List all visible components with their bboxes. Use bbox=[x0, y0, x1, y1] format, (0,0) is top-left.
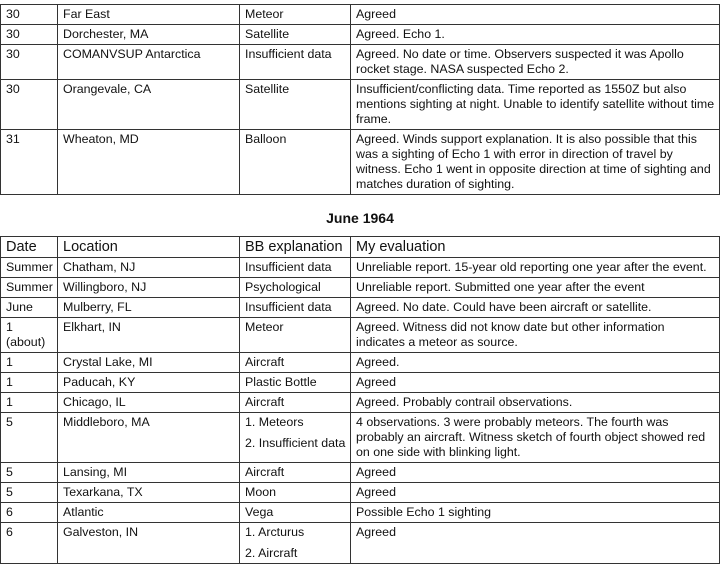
previous-month-table bbox=[0, 4, 720, 195]
location-cell: Paducah, KY bbox=[58, 373, 240, 393]
bb-explanation-item: 1. Meteors bbox=[245, 415, 304, 429]
evaluation-cell: Unreliable report. 15-year old reporting one year after the event. bbox=[351, 258, 720, 278]
bb-explanation-cell: Aircraft bbox=[240, 353, 351, 373]
evaluation-cell: Agreed. bbox=[351, 353, 720, 373]
evaluation-cell: Possible Echo 1 sighting bbox=[351, 503, 720, 523]
date-cell: 31 bbox=[1, 130, 58, 195]
location-header: Location bbox=[58, 237, 240, 258]
location-cell: Galveston, IN bbox=[58, 523, 240, 564]
evaluation-cell: Agreed bbox=[351, 5, 720, 25]
june-1964-table bbox=[0, 236, 720, 564]
location-cell: Orangevale, CA bbox=[58, 80, 240, 130]
date-cell: 1 bbox=[1, 393, 58, 413]
bb-explanation-cell: Plastic Bottle bbox=[240, 373, 351, 393]
table-row bbox=[1, 523, 720, 564]
location-cell: Elkhart, IN bbox=[58, 318, 240, 353]
date-cell: 30 bbox=[1, 45, 58, 80]
table-row bbox=[1, 413, 720, 463]
evaluation-cell: Agreed bbox=[351, 523, 720, 564]
date-cell: 6 bbox=[1, 523, 58, 564]
date-cell: 1 bbox=[1, 373, 58, 393]
location-cell: Far East bbox=[58, 5, 240, 25]
table-row bbox=[1, 130, 720, 195]
bb-explanation-cell bbox=[240, 413, 351, 463]
evaluation-cell: Agreed. Echo 1. bbox=[351, 25, 720, 45]
location-cell: Chatham, NJ bbox=[58, 258, 240, 278]
bb-explanation-cell: Psychological bbox=[240, 278, 351, 298]
evaluation-header: My evaluation bbox=[351, 237, 720, 258]
table-row bbox=[1, 503, 720, 523]
location-cell: Chicago, IL bbox=[58, 393, 240, 413]
evaluation-cell: Agreed bbox=[351, 463, 720, 483]
bb-explanation-header: BB explanation bbox=[240, 237, 351, 258]
location-cell: Willingboro, NJ bbox=[58, 278, 240, 298]
evaluation-cell: Agreed. Probably contrail observations. bbox=[351, 393, 720, 413]
evaluation-cell: Unreliable report. Submitted one year after the event bbox=[351, 278, 720, 298]
evaluation-cell: Agreed. Winds support explanation. It is also possible that this was a sighting of Echo 1 with error in direction of travel by witness. Echo 1 went in opposite direction at time of sighting and matches duration of sighting. bbox=[351, 130, 720, 195]
evaluation-cell: Agreed. No date. Could have been aircraft or satellite. bbox=[351, 298, 720, 318]
bb-explanation-item: 2. Aircraft bbox=[245, 546, 298, 560]
header-row bbox=[1, 237, 720, 258]
table-row bbox=[1, 45, 720, 80]
table-row bbox=[1, 353, 720, 373]
location-cell: Middleboro, MA bbox=[58, 413, 240, 463]
evaluation-cell: 4 observations. 3 were probably meteors. The fourth was probably an aircraft. Witness sketch of fourth object showed red on one side with blinking light. bbox=[351, 413, 720, 463]
bb-explanation-cell: Meteor bbox=[240, 5, 351, 25]
date-cell: Summer bbox=[1, 258, 58, 278]
date-cell: 30 bbox=[1, 80, 58, 130]
bb-explanation-cell: Vega bbox=[240, 503, 351, 523]
bb-explanation-cell: Balloon bbox=[240, 130, 351, 195]
table-row bbox=[1, 25, 720, 45]
table-row bbox=[1, 258, 720, 278]
date-cell: 5 bbox=[1, 463, 58, 483]
evaluation-cell: Agreed. No date or time. Observers suspected it was Apollo rocket stage. NASA suspected Echo 2. bbox=[351, 45, 720, 80]
date-cell: 5 bbox=[1, 413, 58, 463]
bb-explanation-cell: Aircraft bbox=[240, 393, 351, 413]
table-row bbox=[1, 278, 720, 298]
evaluation-cell: Agreed bbox=[351, 373, 720, 393]
date-cell: 30 bbox=[1, 5, 58, 25]
table-row bbox=[1, 463, 720, 483]
location-cell: Atlantic bbox=[58, 503, 240, 523]
bb-explanation-item: 1. Arcturus bbox=[245, 525, 305, 539]
location-cell: Crystal Lake, MI bbox=[58, 353, 240, 373]
date-header: Date bbox=[1, 237, 58, 258]
date-cell: 5 bbox=[1, 483, 58, 503]
bb-explanation-cell: Meteor bbox=[240, 318, 351, 353]
table-row bbox=[1, 298, 720, 318]
location-cell: Mulberry, FL bbox=[58, 298, 240, 318]
bb-explanation-cell: Satellite bbox=[240, 80, 351, 130]
evaluation-cell: Insufficient/conflicting data. Time reported as 1550Z but also mentions sighting at night. Unable to identify satellite without time frame. bbox=[351, 80, 720, 130]
date-cell: 6 bbox=[1, 503, 58, 523]
date-cell: 30 bbox=[1, 25, 58, 45]
location-cell: Dorchester, MA bbox=[58, 25, 240, 45]
bb-explanation-cell: Insufficient data bbox=[240, 45, 351, 80]
table-row bbox=[1, 373, 720, 393]
date-cell: 1 (about) bbox=[1, 318, 58, 353]
date-cell: June bbox=[1, 298, 58, 318]
table-row bbox=[1, 80, 720, 130]
date-cell: Summer bbox=[1, 278, 58, 298]
date-cell: 1 bbox=[1, 353, 58, 373]
location-cell: COMANVSUP Antarctica bbox=[58, 45, 240, 80]
location-cell: Wheaton, MD bbox=[58, 130, 240, 195]
bb-explanation-cell: Satellite bbox=[240, 25, 351, 45]
section-title: June 1964 bbox=[326, 210, 394, 226]
table-row bbox=[1, 483, 720, 503]
evaluation-cell: Agreed bbox=[351, 483, 720, 503]
bb-explanation-cell bbox=[240, 523, 351, 564]
location-cell: Texarkana, TX bbox=[58, 483, 240, 503]
evaluation-cell: Agreed. Witness did not know date but other information indicates a meteor as source. bbox=[351, 318, 720, 353]
bb-explanation-cell: Moon bbox=[240, 483, 351, 503]
table-row bbox=[1, 393, 720, 413]
table-row bbox=[1, 5, 720, 25]
bb-explanation-cell: Aircraft bbox=[240, 463, 351, 483]
bb-explanation-item: 2. Insufficient data bbox=[245, 436, 346, 450]
bb-explanation-cell: Insufficient data bbox=[240, 298, 351, 318]
location-cell: Lansing, MI bbox=[58, 463, 240, 483]
bb-explanation-cell: Insufficient data bbox=[240, 258, 351, 278]
table-row bbox=[1, 318, 720, 353]
